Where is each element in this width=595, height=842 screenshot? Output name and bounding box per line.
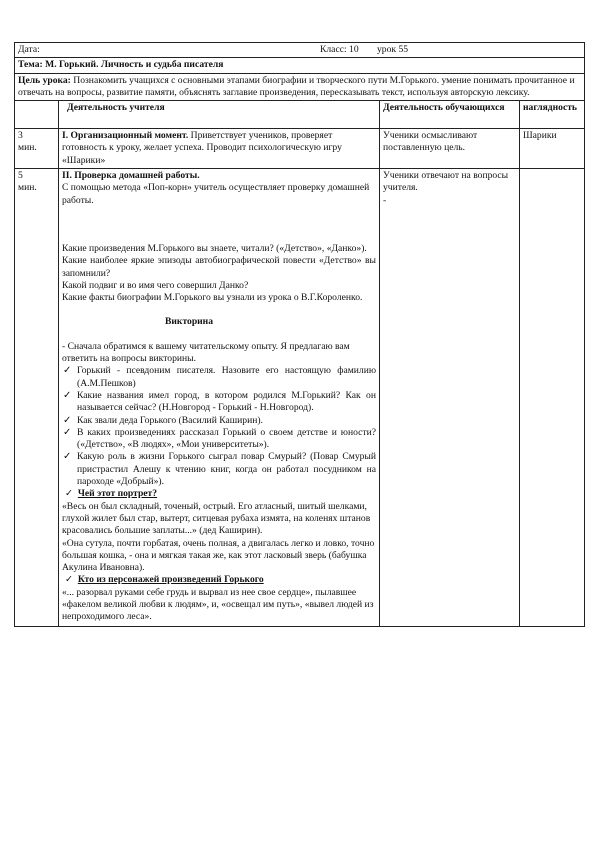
stage-1-text: Приветствует учеников, проверяет готовность к уроку, желает успеха. Проводит психологическую игру «Шарики» — [62, 130, 342, 166]
visual-header: наглядность — [520, 101, 585, 129]
quiz-item: ✓ Горький - псевдоним писателя. Назовите его настоящую фамилию (А.М.Пешков) — [63, 365, 376, 389]
topic-label: Тема: — [18, 59, 43, 71]
topic-text: М. Горький. Личность и судьба писателя — [45, 59, 224, 71]
hero-heading: ✓ Кто из персонажей произведений Горького — [65, 574, 264, 586]
stage-2-title: II. Проверка домашней работы. — [62, 170, 200, 182]
quiz-title: Викторина — [164, 316, 214, 328]
stage-1-minutes: 3 — [18, 130, 23, 142]
check-icon: ✓ — [63, 451, 72, 463]
columns-header-row — [15, 101, 585, 129]
quiz-list — [62, 365, 376, 488]
check-icon: ✓ — [63, 365, 72, 377]
hero-quote: «... разорвал руками себе грудь и вырвал из нее свое сердце», пылавшее «факелом великой любви к людям», и, «освещал им путь», «вывел людей из непроходимого леса». — [62, 586, 374, 623]
stage-2-students — [380, 169, 520, 627]
stage-1-unit: мин. — [18, 142, 37, 154]
quiz-item: ✓ Какие названия имел город, в котором родился М.Горький? Как он называется сейчас? (Н.Новгород - Горький - Н.Новгород). — [63, 389, 376, 414]
question-4: Какие факты биографии М.Горького вы узнали из урока о В.Г.Короленко. — [62, 292, 363, 304]
portrait-quote-1: «Весь он был складный, точеный, острый. Его атласный, шитый шелками, глухой жилет был стар, вытерт, ситцевая рубаха измята, на коленях штанов красовались большие заплаты...» (дед Каширин). — [62, 500, 371, 537]
question-3: Какой подвиг и во имя чего совершил Данко? — [62, 279, 249, 291]
stage-1-time — [15, 129, 59, 169]
stage-2-minutes: 5 — [18, 170, 23, 182]
stage-2-students-dash: - — [383, 194, 387, 206]
time-header-cell — [15, 101, 59, 129]
student-activity-header: Деятельность обучающихся — [380, 101, 520, 129]
stage-2-intro: С помощью метода «Поп-корн» учитель осуществляет проверку домашней работы. — [62, 182, 370, 206]
lesson-plan-table — [14, 42, 585, 627]
portrait-heading: ✓ Чей этот портрет? — [65, 488, 158, 500]
goal-cell — [15, 73, 585, 101]
stage-2-visual — [520, 169, 585, 627]
stage-1-row — [15, 129, 585, 169]
portrait-quote-2: «Она сутула, почти горбатая, очень полная, а двигалась легко и ловко, точно большая кошка, - она и мягкая такая же, как этот ласковый зверь (бабушка Акулина Ивановна). — [62, 537, 375, 574]
quiz-item: ✓ В каких произведениях рассказал Горький о своем детстве и юности? («Детство», «В людях», «Мои университеты»). — [63, 426, 376, 451]
stage-2-unit: мин. — [18, 182, 37, 194]
date-cell — [15, 43, 585, 58]
check-icon: ✓ — [63, 414, 72, 426]
question-1: Какие произведения М.Горького вы знаете, читали? («Детство», «Данко»). — [62, 242, 367, 254]
topic-row — [15, 58, 585, 73]
lesson-number: урок 55 — [377, 44, 409, 55]
stage-2-row — [15, 169, 585, 627]
stage-1-students: Ученики осмысливают поставленную цель. — [380, 129, 520, 169]
class-label: Класс: 10 — [320, 44, 359, 55]
stage-1-teacher — [59, 129, 380, 169]
goal-text: Познакомить учащихся с основными этапами биографии и творческого пути М.Горького. умение понимать прочитанное и отвечать на вопросы, развитие памяти, объяснять заглавие произведения, пересказывать текст, используя авторскую лексику. — [18, 74, 575, 98]
lesson-plan-page — [14, 42, 584, 627]
teacher-activity-header: Деятельность учителя — [59, 101, 380, 129]
quiz-intro: - Сначала обратимся к вашему читательскому опыту. Я предлагаю вам ответить на вопросы викторины. — [62, 340, 350, 365]
check-icon: ✓ — [65, 574, 74, 586]
check-icon: ✓ — [63, 426, 72, 438]
date-label: Дата: — [18, 44, 40, 55]
topic-cell — [15, 58, 585, 73]
check-icon: ✓ — [63, 389, 72, 401]
quiz-item: ✓ Какую роль в жизни Горького сыграл повар Смурый? (Повар Смурый пристрастил Алешу к чтению книг, когда он работал посудником на пароходе «Добрый»). — [63, 451, 376, 488]
goal-row — [15, 73, 585, 101]
goal-label: Цель урока: — [18, 74, 71, 86]
stage-2-time — [15, 169, 59, 627]
quiz-item: ✓ Как звали деда Горького (Василий Каширин). — [63, 414, 263, 426]
stage-2-students-text: Ученики отвечают на вопросы учителя. — [383, 170, 509, 194]
stage-2-teacher — [59, 169, 380, 627]
date-row — [15, 43, 585, 58]
check-icon: ✓ — [65, 488, 74, 500]
question-2: Какие наиболее яркие эпизоды автобиографической повести «Детство» вы запомнили? — [62, 255, 376, 279]
stage-1-title: I. Организационный момент. — [62, 130, 189, 142]
stage-1-visual: Шарики — [520, 129, 585, 169]
